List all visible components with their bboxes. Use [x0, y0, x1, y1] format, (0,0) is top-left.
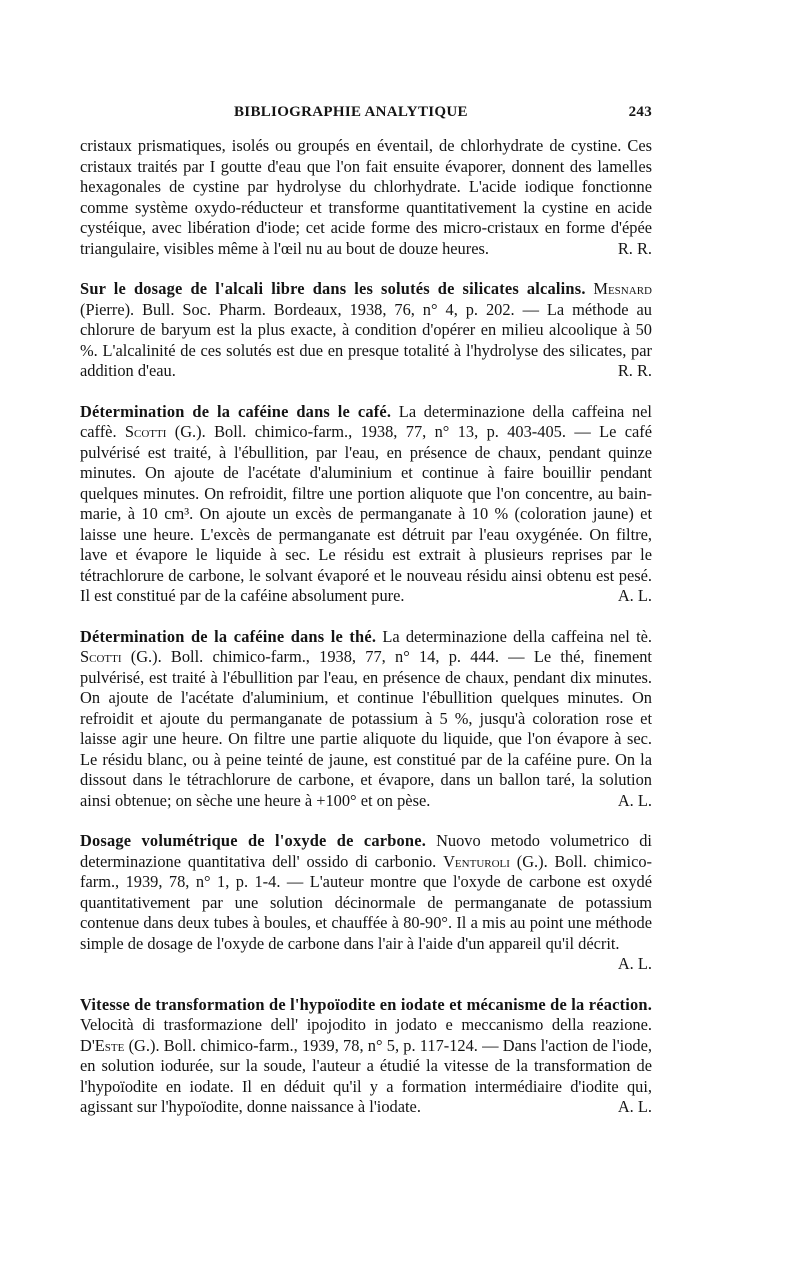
entry-signature: A. L.: [617, 1097, 652, 1116]
entry-hypoiodite: [80, 995, 652, 1118]
entry-citation: (G.). Boll. chimico-farm., 1938, 77, n° 13, p. 403-405. —: [166, 422, 600, 441]
entry-cafeine-the: [80, 627, 652, 812]
entry-body: L'auteur montre que l'oxyde de carbone est oxydé quantitativement par une solution décinormale de permanganate de potassium contenue dans deux tubes à boules, et chauffée à 80-90°. Il a mis au point une méthode simple de dosage de l'oxyde de carbone dans l'air à l'aide d'un appareil qu'il décrit.: [80, 872, 652, 953]
entry-cafeine-cafe: [80, 402, 652, 607]
entry-heading: Détermination de la caféine dans le café.: [80, 401, 392, 421]
running-header: [80, 104, 652, 128]
entry-signature: A. L.: [617, 586, 652, 605]
entry-body: Le café pulvérisé est traité, à l'ébullition, par l'eau, en présence de chaux, pendant quinze minutes. On ajoute de l'acétate d'aluminium et continue à faire bouillir pendant quelques minutes. On refroidit, filtre une portion aliquote que l'on concentre, au bain-marie, à 10 cm³. On ajoute un excès de permanganate à 10 % (coloration jaune) et laisse une heure. L'excès de permanganate est détruit par l'eau oxygénée. On filtre, lave et évapore le liquide à sec. Le résidu est extrait à plusieurs reprises par le tétrachlorure de carbone, le solvant évaporé et le nouveau résidu ainsi obtenu est pesé. Il est constitué par de la caféine absolument pure.: [80, 422, 653, 605]
entry-citation: (Pierre). Bull. Soc. Pharm. Bordeaux, 1938, 76, n° 4, p. 202. —: [80, 299, 547, 319]
entry-lead: Velocità di trasformazione dell' ipojodito in jodato e meccanismo della reazione.: [80, 1015, 652, 1034]
entry-heading: Sur le dosage de l'alcali libre dans les solutés de silicates alcalins.: [80, 279, 586, 298]
entry-heading: Détermination de la caféine dans le thé.: [80, 626, 377, 646]
entry-citation: (G.). Boll. chimico-farm., 1938, 77, n° 14, p. 444. —: [121, 647, 534, 666]
entry-author: D'Este: [80, 1035, 125, 1055]
entry-signature: R. R.: [617, 361, 652, 380]
entry-body: Dans l'action de l'iode, en solution iodurée, sur la soude, l'auteur a étudié la vitesse de la transformation de l'hypoïodite en iodate. Il en déduit qu'il y a formation intermédiaire d'iodite qui, agissant sur l'hypoïodite, donne naissance à l'iodate.: [80, 1035, 652, 1116]
entry-lead: Nuovo metodo volumetrico di determinazione quantitativa dell' ossido di carbonio.: [80, 831, 652, 871]
entry-author: Venturoli: [443, 851, 510, 871]
entry-lead: La determinazione della caffeina nel caffè.: [80, 401, 652, 441]
entry-heading: Dosage volumétrique de l'oxyde de carbone.: [80, 831, 426, 850]
entry-body: Le thé, finement pulvérisé, est traité à l'ébullition par l'eau, en présence de chaux, pendant dix minutes. On ajoute de l'acétate d'aluminium, et continue l'ébullition quelques minutes. On refroidit et ajoute du permanganate de potassium à 5 %, jusqu'à coloration rose et laisse agir une heure. On filtre une partie aliquote du liquide, que l'on évapore à sec. Le résidu blanc, ou à peine teinté de jaune, est constitué par de la caféine pure. On la dissout dans le tétrachlorure de carbone, et évapore, dans un ballon taré, la solution ainsi obtenue; on sèche une heure à +100° et on pèse.: [80, 647, 652, 810]
entry-author: Mesnard: [593, 279, 652, 298]
entry-lead: La determinazione della caffeina nel tè.: [376, 626, 652, 646]
text-column: [80, 136, 652, 1118]
entry-citation: (G.). Boll. chimico-farm., 1939, 78, n° 5, p. 117-124. —: [124, 1035, 503, 1055]
entry-signature: A. L.: [617, 790, 652, 810]
entry-author: Scotti: [80, 647, 122, 666]
continued-text: cristaux prismatiques, isolés ou groupés en éventail, de chlorhydrate de cystine. Ces cristaux traités par I goutte d'eau que l'on fait ensuite évaporer, donnent des lamelles hexagonales de cystine par hydrolyse du chlorhydrate. L'acide iodique fonctionne comme système oxydo-réducteur et transforme quantitativement la cystine en acide cystéique, avec libération d'iode; cet acide forme des micro-cristaux en forme d'épée triangulaire, visibles même à l'œil nu au bout de douze heures.: [80, 136, 652, 258]
entry-oxyde-carbone: [80, 831, 652, 973]
continued-entry: [80, 136, 652, 259]
entry-alcali-silicates: [80, 279, 652, 382]
page-number: 243: [628, 104, 652, 120]
entry-heading: Vitesse de transformation de l'hypoïodite en iodate et mécanisme de la réaction.: [80, 994, 652, 1014]
entry-author: Scotti: [124, 422, 167, 441]
entry-body: La méthode au chlorure de baryum est la plus exacte, à condition d'opérer en milieu alcoolique à 50 %. L'alcalinité de ces solutés est due en presque totalité à l'hydrolyse des silicates, par addition d'eau.: [80, 299, 652, 380]
entry-signature: A. L.: [617, 954, 652, 973]
running-title: BIBLIOGRAPHIE ANALYTIQUE: [234, 104, 468, 120]
entry-signature: R. R.: [617, 238, 652, 258]
entry-citation: (G.). Boll. chimico-farm., 1939, 78, n° 1, p. 1-4. —: [80, 851, 652, 891]
